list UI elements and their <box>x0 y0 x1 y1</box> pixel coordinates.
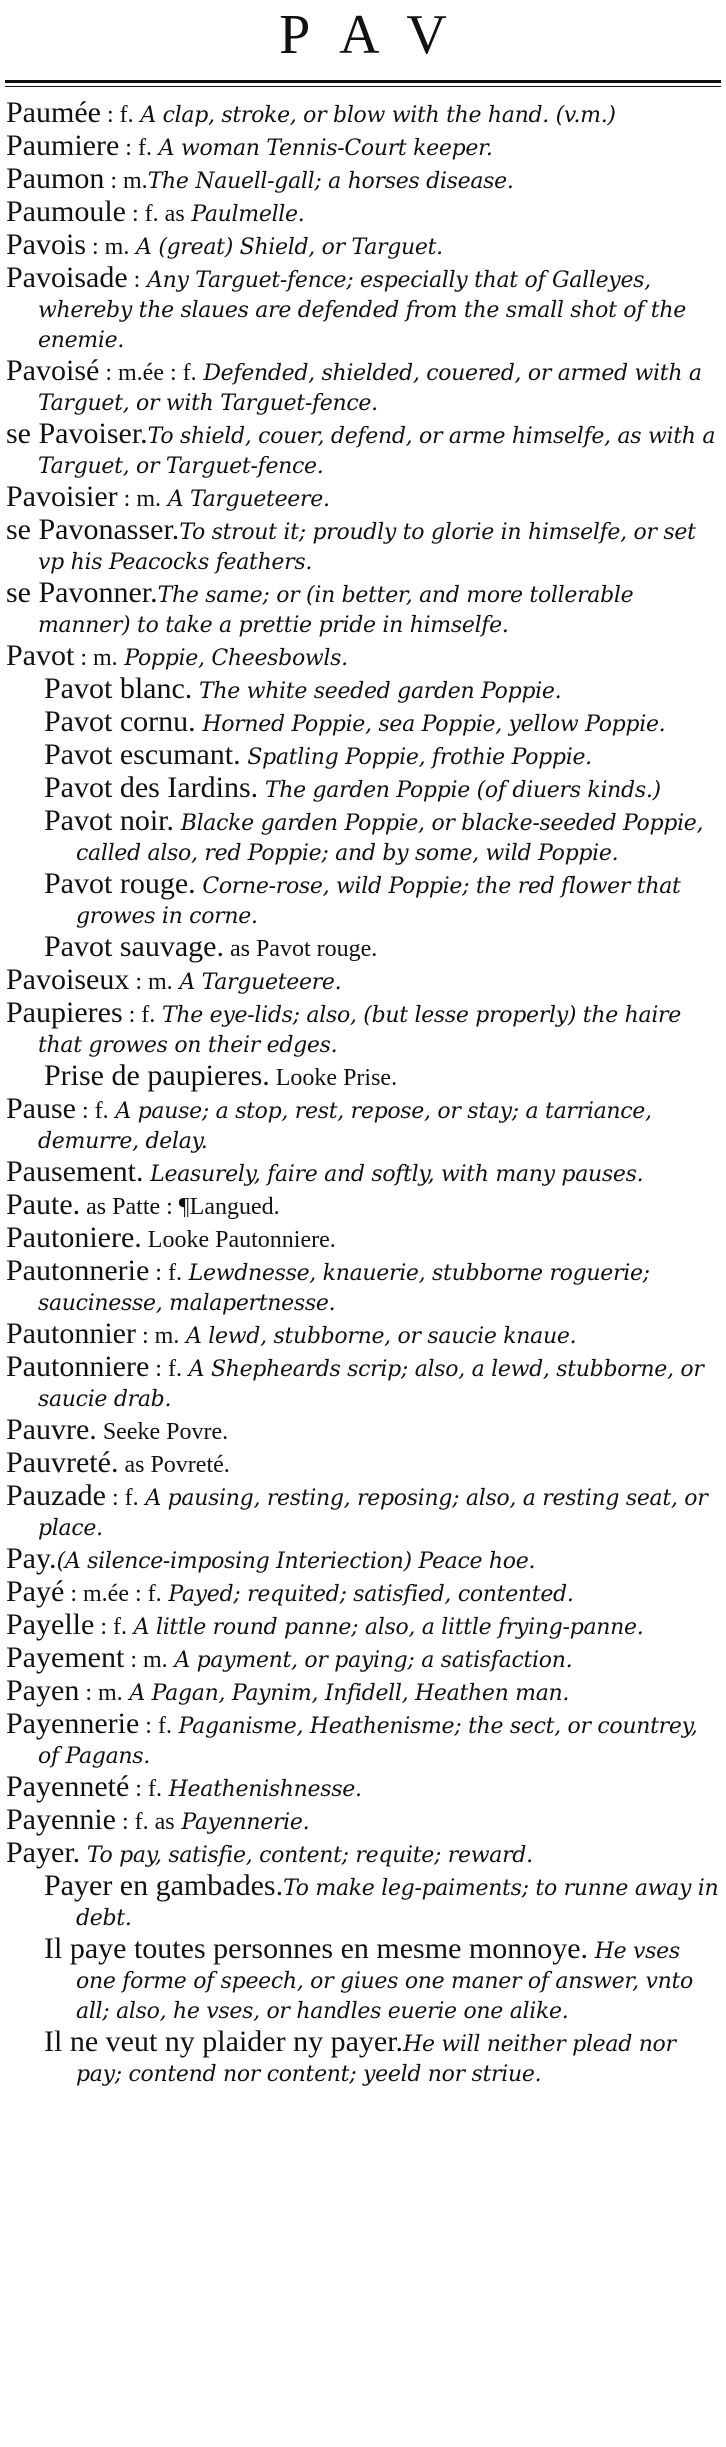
grammar-label: : f. <box>105 1485 139 1511</box>
grammar-label: : f. <box>149 1356 182 1382</box>
dictionary-entry <box>6 1415 720 1448</box>
headword: Pautonniere <box>6 1350 150 1383</box>
definition: Paulmelle. <box>184 202 305 227</box>
definition: Defended, shielded, couered, or armed with a Targuet, or with Targuet-fence. <box>38 361 702 416</box>
definition: The eye-lids; also, (but lesse properly) the haire that growes on their edges. <box>38 1003 681 1058</box>
definition: Spatling Poppie, frothie Poppie. <box>240 745 592 770</box>
grammar-label: : f. <box>149 1260 182 1286</box>
grammar-label: : m.ée : f. <box>64 1581 162 1607</box>
headword: Paumoule <box>6 195 126 228</box>
definition: A (great) Shield, or Targuet. <box>129 235 443 260</box>
definition: A lewd, stubborne, or saucie knaue. <box>179 1324 577 1349</box>
definition: The white seeded garden Poppie. <box>192 679 562 704</box>
headword: Paumée <box>6 96 101 129</box>
headword: Pautonnerie <box>6 1254 150 1287</box>
grammar-label: : m. <box>124 1647 168 1673</box>
dictionary-entry <box>6 1838 720 1871</box>
grammar-label: as Povreté. <box>118 1452 230 1478</box>
sub-entry <box>6 806 720 869</box>
headword: Il ne veut ny plaider ny payer. <box>44 2025 404 2058</box>
headword: Paute. <box>6 1188 81 1221</box>
dictionary-entry <box>6 164 720 197</box>
header-rule-thin <box>5 86 721 87</box>
dictionary-entry <box>6 578 720 641</box>
headword: Pavoisade <box>6 261 128 294</box>
dictionary-entry <box>6 1544 720 1577</box>
definition: He vses one forme of speech, or giues one maner of answer, vnto all; also, he vses, or handles euerie one alike. <box>76 1939 693 2024</box>
headword: Pay. <box>6 1542 57 1575</box>
headword: Pauzade <box>6 1479 106 1512</box>
definition: A Pagan, Paynim, Infidell, Heathen man. <box>122 1681 570 1706</box>
grammar-label: : m.ée : f. <box>99 360 197 386</box>
dictionary-entry <box>6 1481 720 1544</box>
definition: Heathenishnesse. <box>161 1777 362 1802</box>
grammar-label: : m. <box>74 645 118 671</box>
dictionary-entry <box>6 1709 720 1772</box>
definition: A pausing, resting, reposing; also, a resting seat, or place. <box>38 1486 708 1541</box>
headword: Pautoniere. <box>6 1221 142 1254</box>
headword: se Pavonner. <box>6 576 158 609</box>
dictionary-entry <box>6 230 720 263</box>
grammar-label: : m. <box>135 1323 180 1349</box>
definition: A payment, or paying; a satisfaction. <box>167 1648 573 1673</box>
definition: Paganisme, Heathenisme; the sect, or countrey, of Pagans. <box>38 1714 698 1769</box>
grammar-label: as Pavot rouge. <box>223 936 378 962</box>
definition: Payennerie. <box>174 1810 310 1835</box>
headword: Payer. <box>6 1836 81 1869</box>
definition: To strout it; proudly to glorie in himselfe, or set vp his Peacocks feathers. <box>38 520 696 575</box>
definition: Leasurely, faire and softly, with many pauses. <box>143 1162 644 1187</box>
dictionary-entry <box>6 482 720 515</box>
grammar-label: : m. <box>117 486 161 512</box>
headword: Paupieres <box>6 996 123 1029</box>
definition: Horned Poppie, sea Poppie, yellow Poppie. <box>195 712 666 737</box>
headword: Pavot <box>6 639 75 672</box>
dictionary-entry <box>6 515 720 578</box>
grammar-label: : f. <box>119 135 152 161</box>
dictionary-entry <box>6 98 720 131</box>
definition: Any Targuet-fence; especially that of Galleyes, whereby the slaues are defended from the small shot of the enemie. <box>38 268 686 353</box>
dictionary-entry <box>6 998 720 1061</box>
definition: The same; or (in better, and more tollerable manner) to take a prettie pride in himselfe. <box>38 583 634 638</box>
definition: A woman Tennis-Court keeper. <box>151 136 493 161</box>
definition: A Targueteere. <box>161 487 330 512</box>
dictionary-entry <box>6 1352 720 1415</box>
headword: Pavot cornu. <box>44 705 196 738</box>
sub-entry <box>6 869 720 932</box>
headword: Payé <box>6 1575 65 1608</box>
definition: He will neither plead nor pay; contend nor content; yeeld nor striue. <box>76 2032 676 2087</box>
headword: Pausement. <box>6 1155 144 1188</box>
headword: Pavoisé <box>6 354 100 387</box>
dictionary-entry <box>6 1190 720 1223</box>
definition: Poppie, Cheesbowls. <box>117 646 348 671</box>
definition: (A silence-imposing Interiection) Peace hoe. <box>56 1549 536 1574</box>
sub-entry <box>6 674 720 707</box>
headword: Paumon <box>6 162 105 195</box>
definition: A Targueteere. <box>172 970 342 995</box>
definition: Lewdnesse, knauerie, stubborne roguerie; saucinesse, malapertnesse. <box>38 1261 650 1316</box>
headword: se Pavoiser. <box>6 417 148 450</box>
grammar-label: Looke Pautonniere. <box>141 1227 336 1253</box>
headword: Payennie <box>6 1803 116 1836</box>
grammar-label: : m. <box>86 234 130 260</box>
grammar-label: : f. <box>76 1098 109 1124</box>
headword: Prise de paupieres. <box>44 1059 270 1092</box>
grammar-label: : m. <box>79 1680 123 1706</box>
headword: Pautonnier <box>6 1317 136 1350</box>
headword: Pavot sauvage. <box>44 930 224 963</box>
sub-entry <box>6 773 720 806</box>
grammar-label: Seeke Povre. <box>96 1419 229 1445</box>
grammar-label: : f. <box>122 1002 156 1028</box>
headword: Payennerie <box>6 1707 140 1740</box>
dictionary-entry <box>6 1094 720 1157</box>
dictionary-entry <box>6 1157 720 1190</box>
dictionary-entry <box>6 1448 720 1481</box>
dictionary-entry <box>6 1676 720 1709</box>
headword: Paumiere <box>6 129 120 162</box>
running-head: PAV <box>279 4 481 66</box>
definition: To pay, satisfie, content; requite; reward. <box>80 1843 533 1868</box>
grammar-label: : f. <box>129 1776 162 1802</box>
dictionary-entry <box>6 131 720 164</box>
definition: Blacke garden Poppie, or blacke-seeded Poppie, called also, red Poppie; and by some, wild Poppie. <box>76 811 704 866</box>
dictionary-entry <box>6 356 720 419</box>
headword: Pavot rouge. <box>44 867 196 900</box>
definition: Payed; requited; satisfied, contented. <box>161 1582 574 1607</box>
dictionary-entry <box>6 1805 720 1838</box>
entry-list <box>6 98 720 2090</box>
headword: Pavoiseux <box>6 963 130 996</box>
dictionary-entry <box>6 1772 720 1805</box>
dictionary-entry <box>6 1319 720 1352</box>
headword: Payer en gambades. <box>44 1869 284 1902</box>
dictionary-entry <box>6 1643 720 1676</box>
dictionary-entry <box>6 197 720 230</box>
grammar-label: : m. <box>104 168 148 194</box>
sub-entry <box>6 707 720 740</box>
headword: Payelle <box>6 1608 95 1641</box>
definition: To shield, couer, defend, or arme himselfe, as with a Targuet, or Targuet-fence. <box>38 424 716 479</box>
definition: A little round panne; also, a little frying-panne. <box>126 1615 644 1640</box>
headword: se Pavonasser. <box>6 513 180 546</box>
grammar-label: : <box>127 267 141 293</box>
dictionary-entry <box>6 1577 720 1610</box>
dictionary-entry <box>6 1223 720 1256</box>
definition: Corne-rose, wild Poppie; the red flower that growes in corne. <box>76 874 681 929</box>
dictionary-entry <box>6 263 720 356</box>
sub-entry <box>6 1061 720 1094</box>
headword: Pavot noir. <box>44 804 175 837</box>
header-rule <box>5 80 721 83</box>
sub-entry <box>6 1934 720 2027</box>
grammar-label: : f. as <box>126 201 185 227</box>
grammar-label: : f. <box>94 1614 127 1640</box>
grammar-label: : f. as <box>115 1809 175 1835</box>
sub-entry <box>6 740 720 773</box>
dictionary-entry <box>6 1256 720 1319</box>
dictionary-entry <box>6 1610 720 1643</box>
sub-entry <box>6 2027 720 2090</box>
definition: A pause; a stop, rest, repose, or stay; a tarriance, demurre, delay. <box>38 1099 652 1154</box>
definition: A clap, stroke, or blow with the hand. (v.m.) <box>133 103 616 128</box>
headword: Pavois <box>6 228 87 261</box>
grammar-label: : f. <box>139 1713 172 1739</box>
dictionary-entry <box>6 965 720 998</box>
definition: The garden Poppie (of diuers kinds.) <box>258 778 661 803</box>
dictionary-entry <box>6 419 720 482</box>
definition: A Shepheards scrip; also, a lewd, stubborne, or saucie drab. <box>38 1357 704 1412</box>
headword: Payen <box>6 1674 80 1707</box>
grammar-label: : f. <box>100 102 134 128</box>
sub-entry <box>6 932 720 965</box>
dictionary-entry <box>6 641 720 674</box>
grammar-label: as Patte : ¶Langued. <box>80 1194 280 1220</box>
headword: Pavot des Iardins. <box>44 771 259 804</box>
sub-entry <box>6 1871 720 1934</box>
definition: To make leg-paiments; to runne away in debt. <box>76 1876 719 1931</box>
headword: Pause <box>6 1092 76 1125</box>
headword: Pauvre. <box>6 1413 97 1446</box>
definition: The Nauell-gall; a horses disease. <box>147 169 514 194</box>
headword: Payement <box>6 1641 125 1674</box>
grammar-label: Looke Prise. <box>269 1065 398 1091</box>
headword: Pavoisier <box>6 480 118 513</box>
headword: Il paye toutes personnes en mesme monnoye. <box>44 1932 589 1965</box>
headword: Pavot escumant. <box>44 738 241 771</box>
headword: Pavot blanc. <box>44 672 193 705</box>
headword: Pauvreté. <box>6 1446 119 1479</box>
headword: Payenneté <box>6 1770 130 1803</box>
grammar-label: : m. <box>129 969 173 995</box>
